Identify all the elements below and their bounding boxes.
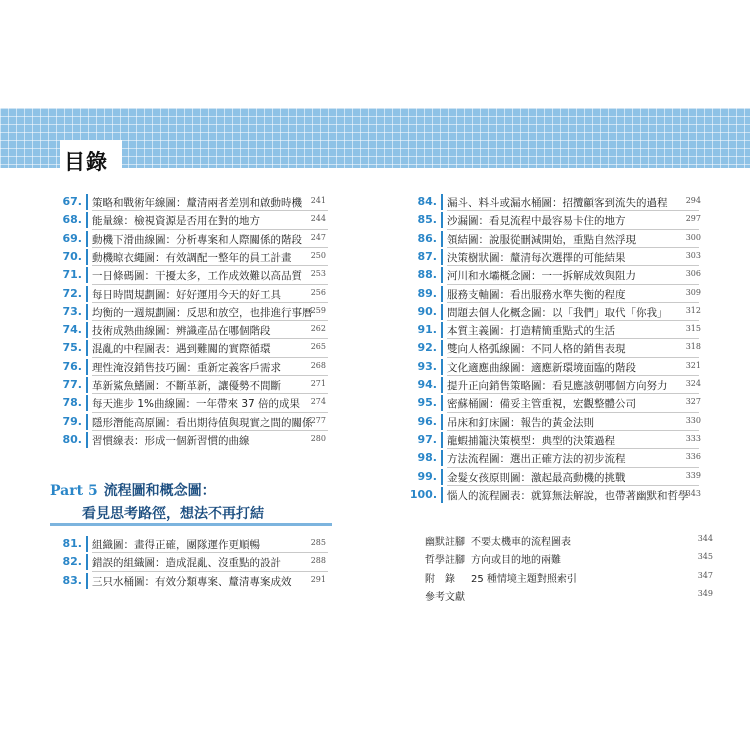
entry-title: 每天進步 1%曲線圖：一年帶來 37 倍的成果 xyxy=(92,398,301,411)
entry-page-number: 256 xyxy=(310,287,326,297)
entry-marker xyxy=(441,377,443,393)
entry-marker xyxy=(441,359,443,375)
entry-title: 動機晾衣繩圖：有效調配一整年的員工計畫 xyxy=(92,251,292,264)
entry-marker xyxy=(86,340,88,356)
toc-entry[interactable] xyxy=(50,248,340,266)
entry-number: 86. xyxy=(417,231,437,245)
entry-page-number: 285 xyxy=(310,538,326,547)
entry-marker xyxy=(441,487,443,503)
entry-page-number: 339 xyxy=(685,470,701,480)
entry-title: 河川和水壩概念圖：一一拆解成效與阻力 xyxy=(447,270,636,283)
entry-marker xyxy=(441,432,443,448)
entry-title: 能量線：檢視資源是否用在對的地方 xyxy=(92,215,260,228)
entry-title: 動機下滑曲線圖：分析專案和人際關係的階段 xyxy=(92,233,302,246)
toc-entry[interactable] xyxy=(50,535,340,553)
entry-page-number: 318 xyxy=(685,342,701,352)
entry-title: 策略和戰術年線圖：釐清兩者差別和啟動時機 xyxy=(92,197,302,209)
entry-number: 76. xyxy=(62,359,82,373)
part-heading xyxy=(50,480,216,500)
toc-entry[interactable] xyxy=(50,358,340,376)
entry-number: 74. xyxy=(62,323,82,337)
appendix-entry[interactable] xyxy=(425,568,725,586)
entry-number: 80. xyxy=(62,432,82,446)
entry-marker xyxy=(86,554,88,570)
entry-title: 領結圖：說服從刪減開始，重點自然浮現 xyxy=(447,233,636,246)
entry-title: 金髮女孩原則圖：激起最高動機的挑戰 xyxy=(447,471,626,484)
appendix-label: 參考文獻 xyxy=(425,591,465,603)
entry-number: 82. xyxy=(62,555,82,569)
entry-page-number: 277 xyxy=(310,415,326,425)
entry-marker xyxy=(441,231,443,247)
entry-title: 惱人的流程圖表：就算無法解說，也帶著幽默和哲學 xyxy=(447,489,689,502)
appendix-entry[interactable] xyxy=(425,586,725,604)
entry-marker xyxy=(86,231,88,247)
entry-title: 密蘇桶圖：備妥主管重視，宏觀整體公司 xyxy=(447,398,636,411)
toc-entry[interactable] xyxy=(405,248,705,266)
page-title: 目錄 xyxy=(64,150,108,174)
entry-marker xyxy=(86,212,88,228)
entry-number: 67. xyxy=(62,195,82,208)
appendix-label: 哲學註腳 xyxy=(425,555,465,567)
entry-marker xyxy=(441,249,443,265)
toc-entry[interactable] xyxy=(50,413,340,431)
entry-title: 雙向人格弧線圖：不同人格的銷售表現 xyxy=(447,343,626,356)
entry-marker xyxy=(86,286,88,302)
toc-entry[interactable] xyxy=(50,211,340,229)
entry-title: 方法流程圖：選出正確方法的初步流程 xyxy=(447,453,626,466)
entry-page-number: 274 xyxy=(310,397,326,407)
entry-page-number: 306 xyxy=(685,269,701,279)
entry-number: 72. xyxy=(62,286,82,300)
entry-title: 隱形潛能高原圖：看出期待值與現實之間的關係 xyxy=(92,416,313,429)
toc-entry[interactable] xyxy=(405,303,705,321)
entry-page-number: 297 xyxy=(685,214,701,224)
entry-marker xyxy=(86,359,88,375)
entry-page-number: 312 xyxy=(685,305,701,315)
toc-entry[interactable] xyxy=(50,394,340,412)
toc-entry[interactable] xyxy=(405,266,705,284)
entry-marker xyxy=(441,450,443,466)
toc-entry[interactable] xyxy=(50,193,340,211)
entry-marker xyxy=(86,573,88,589)
entry-title: 三只水桶圖：有效分類專案、釐清專案成效 xyxy=(92,575,292,588)
entry-number: 99. xyxy=(417,469,437,483)
entry-page-number: 247 xyxy=(310,232,326,242)
entry-number: 81. xyxy=(62,537,82,550)
entry-page-number: 268 xyxy=(310,360,326,370)
entry-title: 吊床和釘床圖：報告的黃金法則 xyxy=(447,416,594,429)
appendix-label: 附 錄 xyxy=(425,573,455,585)
entry-page-number: 280 xyxy=(310,433,326,443)
toc-entry[interactable] xyxy=(405,211,705,229)
entry-number: 77. xyxy=(62,378,82,391)
appendix-page-number: 344 xyxy=(697,534,713,543)
toc-entry[interactable] xyxy=(405,339,705,357)
toc-entry[interactable] xyxy=(405,285,705,303)
entry-page-number: 271 xyxy=(310,379,326,388)
entry-title: 組織圖：畫得正確，團隊運作更順暢 xyxy=(92,539,260,551)
entry-title: 本質主義圖：打造精簡重點式的生活 xyxy=(447,325,615,338)
toc-entry[interactable] xyxy=(405,449,705,467)
entry-marker xyxy=(441,322,443,338)
entry-number: 79. xyxy=(62,414,82,428)
toc-entry[interactable] xyxy=(405,230,705,248)
entry-marker xyxy=(86,432,88,448)
entry-title: 理性淹沒銷售技巧圖：重新定義客戶需求 xyxy=(92,361,281,374)
entry-page-number: 309 xyxy=(685,287,701,297)
entry-marker xyxy=(441,212,443,228)
entry-title: 均衡的一週規劃圖：反思和放空，也排進行事曆 xyxy=(92,306,313,319)
entry-page-number: 250 xyxy=(310,250,326,260)
entry-title: 習慣線表：形成一個新習慣的曲線 xyxy=(92,434,250,447)
toc-entry[interactable] xyxy=(405,376,705,394)
entry-number: 98. xyxy=(417,451,437,465)
entry-page-number: 343 xyxy=(685,488,701,498)
entry-number: 87. xyxy=(417,249,437,263)
entry-title: 一日條碼圖：干擾太多，工作成效難以高品質 xyxy=(92,270,302,283)
entry-number: 92. xyxy=(417,341,437,355)
appendix-title: 方向或目的地的兩難 xyxy=(471,555,561,567)
entry-marker xyxy=(441,414,443,430)
entry-marker xyxy=(441,304,443,320)
appendix-page-number: 349 xyxy=(697,588,713,598)
entry-number: 84. xyxy=(417,195,437,208)
entry-title: 錯誤的組織圖：造成混亂、沒重點的設計 xyxy=(92,557,281,570)
entry-title: 每日時間規劃圖：好好運用今天的好工具 xyxy=(92,288,281,301)
entry-page-number: 303 xyxy=(685,250,701,260)
entry-title: 革新鯊魚鰭圖：不斷革新，讓優勢不間斷 xyxy=(92,380,281,392)
entry-page-number: 336 xyxy=(685,452,701,462)
entry-number: 94. xyxy=(417,378,437,391)
appendix-page-number: 345 xyxy=(697,552,713,562)
entry-number: 96. xyxy=(417,414,437,428)
entry-number: 95. xyxy=(417,396,437,410)
entry-marker xyxy=(441,395,443,411)
entry-number: 73. xyxy=(62,304,82,318)
entry-page-number: 241 xyxy=(310,196,326,205)
entry-number: 75. xyxy=(62,341,82,355)
entry-marker xyxy=(86,395,88,411)
entry-number: 85. xyxy=(417,213,437,227)
part-title: 流程圖和概念圖： xyxy=(103,483,216,499)
entry-number: 100. xyxy=(409,487,437,501)
entry-number: 89. xyxy=(417,286,437,300)
entry-marker xyxy=(441,340,443,356)
toc-entry[interactable] xyxy=(405,358,705,376)
toc-entry[interactable] xyxy=(405,413,705,431)
toc-entry[interactable] xyxy=(405,486,705,504)
part-label: Part 5 xyxy=(50,483,98,499)
entry-title: 提升正向銷售策略圖：看見應該朝哪個方向努力 xyxy=(447,380,668,392)
toc-entry[interactable] xyxy=(50,553,340,571)
entry-title: 服務支軸圖：看出服務水準失衡的程度 xyxy=(447,288,626,301)
entry-marker xyxy=(86,377,88,393)
toc-entry[interactable] xyxy=(50,321,340,339)
appendix-page-number: 347 xyxy=(697,570,713,580)
toc-entry[interactable] xyxy=(405,468,705,486)
entry-page-number: 321 xyxy=(685,360,701,370)
entry-marker xyxy=(441,469,443,485)
entry-number: 78. xyxy=(62,396,82,410)
entry-number: 88. xyxy=(417,268,437,282)
part-rule xyxy=(50,523,332,526)
entry-title: 漏斗、料斗或漏水桶圖：招攬顧客到流失的過程 xyxy=(447,197,668,209)
toc-entry[interactable] xyxy=(50,266,340,284)
appendix-entry[interactable] xyxy=(425,531,725,549)
appendix-entry[interactable] xyxy=(425,549,725,567)
toc-entry[interactable] xyxy=(405,321,705,339)
toc-entry[interactable] xyxy=(50,303,340,321)
entry-page-number: 265 xyxy=(310,342,326,352)
entry-number: 71. xyxy=(62,268,82,282)
entry-marker xyxy=(86,249,88,265)
entry-page-number: 333 xyxy=(685,433,701,443)
entry-page-number: 327 xyxy=(685,397,701,407)
entry-title: 技術成熟曲線圖：辨識產品在哪個階段 xyxy=(92,325,271,338)
entry-marker xyxy=(441,267,443,283)
toc-entry[interactable] xyxy=(405,394,705,412)
entry-page-number: 262 xyxy=(310,324,326,334)
part-subtitle: 看見思考路徑，想法不再打結 xyxy=(82,506,264,522)
appendix-title: 25 種情境主題對照索引 xyxy=(471,573,577,585)
entry-title: 沙漏圖：看見流程中最容易卡住的地方 xyxy=(447,215,626,228)
entry-page-number: 294 xyxy=(685,196,701,205)
appendix-title: 不要太機車的流程圖表 xyxy=(471,537,571,548)
entry-title: 問題去個人化概念圖：以「我們」取代「你我」 xyxy=(447,306,668,319)
entry-marker xyxy=(86,414,88,430)
toc-entry[interactable] xyxy=(50,230,340,248)
entry-title: 龍蝦捕籠決策模型：典型的決策過程 xyxy=(447,434,615,447)
entry-number: 93. xyxy=(417,359,437,373)
entry-number: 91. xyxy=(417,323,437,337)
toc-entry[interactable] xyxy=(50,376,340,394)
toc-entry[interactable] xyxy=(50,431,340,449)
entry-marker xyxy=(441,286,443,302)
entry-title: 混亂的中程圖表：遇到難關的實際循環 xyxy=(92,343,271,356)
entry-marker xyxy=(86,304,88,320)
toc-entry[interactable] xyxy=(50,339,340,357)
entry-page-number: 244 xyxy=(310,214,326,224)
entry-page-number: 324 xyxy=(685,379,701,388)
entry-number: 68. xyxy=(62,213,82,227)
entry-number: 90. xyxy=(417,304,437,318)
entry-number: 83. xyxy=(62,573,82,587)
entry-marker xyxy=(441,194,443,210)
toc-entry[interactable] xyxy=(405,431,705,449)
entry-page-number: 259 xyxy=(310,305,326,315)
entry-page-number: 253 xyxy=(310,269,326,279)
entry-page-number: 300 xyxy=(685,232,701,242)
toc-entry[interactable] xyxy=(50,572,340,590)
entry-page-number: 291 xyxy=(310,574,326,584)
entry-number: 70. xyxy=(62,249,82,263)
toc-entry[interactable] xyxy=(50,285,340,303)
entry-page-number: 330 xyxy=(685,415,701,425)
entry-page-number: 288 xyxy=(310,556,326,566)
toc-entry[interactable] xyxy=(405,193,705,211)
entry-marker xyxy=(86,536,88,552)
entry-number: 69. xyxy=(62,231,82,245)
entry-number: 97. xyxy=(417,432,437,446)
entry-marker xyxy=(86,322,88,338)
entry-title: 決策樹狀圖：釐清每次選擇的可能結果 xyxy=(447,251,626,264)
entry-title: 文化適應曲線圖：適應新環境面臨的階段 xyxy=(447,361,636,374)
appendix-label: 幽默註腳 xyxy=(425,537,465,548)
entry-marker xyxy=(86,194,88,210)
entry-page-number: 315 xyxy=(685,324,701,334)
entry-marker xyxy=(86,267,88,283)
